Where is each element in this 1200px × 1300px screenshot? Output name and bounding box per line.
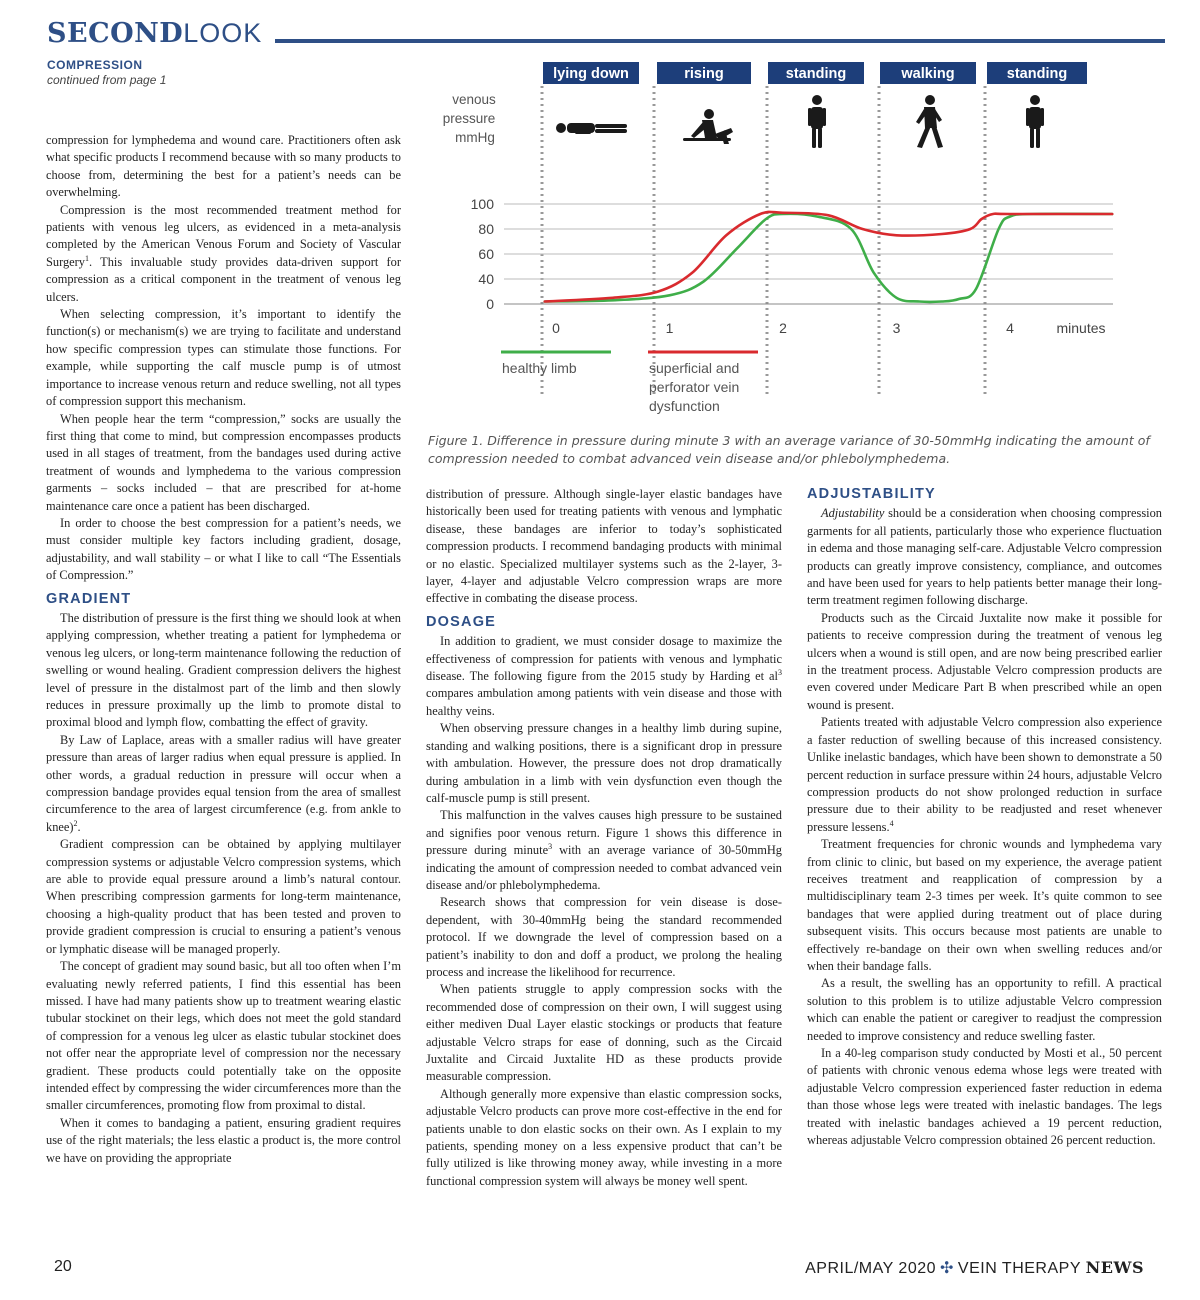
paragraph: This malfunction in the valves causes high pressure to be sustained and signifies poor venous return. Figure 1 shows this difference in pressure during minute$^3$ with an average variance of 30-50mmHg indicating the amount of compression needed to combat advanced vein disease and/or phlebolymphedema.	[426, 808, 782, 892]
y-tick-label: 0	[486, 296, 494, 312]
masthead-rule	[275, 39, 1165, 43]
section-heading-gradient: GRADIENT	[46, 590, 132, 607]
x-tick-label: 2	[779, 320, 787, 336]
paragraph: By Law of Laplace, areas with a smaller radius will have greater pressure than areas of larger radius when equal pressure is applied. In other words, a gradual reduction in pressure will occur when a compression bandage provides equal tension from the area of smallest circumference to the area of largest circumference (e.g. from ankle to knee)$^2$.	[46, 732, 401, 834]
legend-label-dysfunction: dysfunction	[649, 398, 720, 414]
citation: 3	[548, 842, 553, 851]
continued-note: continued from page 1	[47, 73, 167, 87]
series-line-healthy	[545, 214, 1112, 302]
stage-label-rising: rising	[684, 66, 724, 82]
y-tick-label: 60	[478, 246, 494, 262]
lying-person-icon	[556, 123, 627, 134]
paragraph: Research shows that compression for vein disease is dose-dependent, with 30-40mmHg being the standard recommended protocol. If we downgrade the level of compression based on a patient’s inability to don and doff a product, we prolong the healing process and increase the likelihood for recurrence.	[426, 895, 782, 979]
svg-text:venous: venous	[452, 92, 496, 107]
paragraph: Gradient compression can be obtained by applying multilayer compression systems or adjustable Velcro compression systems, which are able to provide equal pressure around a limb’s natural contour. When prescribing compression garments for long-term maintenance, choosing a high-quality product that has been tested and proven to provide gradient compression is crucial to ensuring a patient’s venous or lymphatic disease will be managed properly.	[46, 837, 401, 956]
paragraph: In a 40-leg comparison study conducted by Mosti et al., 50 percent of patients with chronic venous edema whose legs were treated with adjustable Velcro compression experienced faster reduction in edema than those whose legs were treated with inelastic bandages. The legs treated with inelastic bandages achieved a 19 percent reduction, whereas adjustable Velcro compression obtained 26 percent reduction.	[807, 1046, 1162, 1148]
stage-label-walking: walking	[901, 66, 955, 82]
stage-label-standing-2: standing	[1006, 66, 1068, 82]
ornament-icon: ✣	[940, 1260, 954, 1277]
series-line-dysfunction	[545, 212, 1112, 302]
walking-person-icon	[916, 95, 943, 148]
citation: 4	[889, 818, 894, 828]
citation: 2	[73, 818, 78, 828]
issue-line: APRIL/MAY 2020 ✣ VEIN THERAPY NEWS	[805, 1258, 1144, 1277]
paragraph: The distribution of pressure is the first thing we should look at when applying compression, whether treating a patient for lymphedema or venous leg ulcers, or long-term maintenance following the reduction of swelling or wound healing. Gradient compression delivers the highest level of pressure in the distalmost part of the limb and then slowly reduces in pressure proximally up the limb to promote distal to proximal blood and lymph flow, combatting the effect of gravity.	[46, 610, 401, 730]
legend	[501, 352, 758, 414]
svg-text:pressure: pressure	[442, 111, 496, 126]
column-2	[426, 486, 782, 1190]
stage-banners	[543, 62, 1087, 84]
y-tick-label: 80	[478, 221, 494, 237]
section-heading-adjustability: ADJUSTABILITY	[807, 486, 936, 502]
x-tick-label: 3	[892, 320, 901, 336]
gridlines	[504, 204, 1113, 304]
rising-person-icon	[683, 109, 733, 144]
standing-person-icon	[808, 95, 826, 148]
x-tick-label: 1	[665, 320, 674, 336]
section-category: COMPRESSION	[47, 58, 143, 72]
paragraph: When patients struggle to apply compression socks with the recommended dose of compression on their own, I will suggest using either mediven Dual Layer elastic stockings or products that feature adjustable Velcro straps for ease of donning, such as the Circaid Juxtalite and Circaid Juxtalite HD as these products provide measurable compression.	[426, 982, 782, 1084]
figure-caption: Figure 1. Difference in pressure during minute 3 with an average variance of 30-50mmHg indicating the amount of compression needed to combat advanced vein disease and/or phlebolymphedema.	[428, 433, 1150, 466]
paragraph: In order to choose the best compression for a patient’s needs, we must consider multiple key factors including gradient, dosage, adjustability, and wall stability – or what I like to call “The Essentials of Compression.”	[46, 515, 401, 583]
svg-text:mmHg: mmHg	[455, 130, 495, 145]
paragraph: compression for lymphedema and wound care. Practitioners often ask what specific products I recommend because with so many products to choose from, determining the best for a patient’s needs can be overwhelming.	[46, 133, 401, 200]
masthead-title: SECONDLOOK	[47, 18, 263, 49]
standing-person-icon-2	[1026, 95, 1044, 148]
x-tick-labels	[552, 320, 1014, 336]
column-3	[807, 486, 1162, 1149]
paragraph: As a result, the swelling has an opportunity to refill. A practical solution to this problem is to utilize adjustable Velcro compression which can enable the patient or caregiver to readjust the compression needed to improve consistency and reduce swelling faster.	[807, 976, 1162, 1043]
x-axis-label: minutes	[1056, 320, 1106, 336]
legend-label-dysfunction: superficial and	[649, 360, 740, 376]
series-lines	[545, 212, 1112, 302]
y-tick-labels	[471, 196, 495, 312]
legend-label-healthy: healthy limb	[502, 360, 577, 376]
masthead	[47, 18, 1165, 48]
paragraph: When people hear the term “compression,” socks are usually the first thing that come to mind, but compression encompasses products used in all stages of treatment, from the bandages used during active treatment of wounds and lymphedema to the various compression garments – socks included – that are prescribed for at-home maintenance care once a patient has been discharged.	[46, 411, 401, 513]
stage-icons	[556, 95, 1044, 148]
y-tick-label: 40	[478, 271, 494, 287]
section-heading-dosage: DOSAGE	[426, 613, 497, 630]
figure-1	[428, 58, 1162, 418]
citation: 1	[85, 253, 90, 263]
paragraph: When it comes to bandaging a patient, ensuring gradient requires use of the right materials; the less elastic a product is, the more control we have on providing the appropriate	[46, 1115, 401, 1165]
paragraph: Treatment frequencies for chronic wounds and lymphedema vary from clinic to clinic, but based on my experience, the average patient receives treatment and reapplication of compression by a multidisciplinary team 2-3 times per week. It’s quite common to see bandages that were applied during treatment out of place during subsequent visits. This occurs because most patients are unable to effectively re-bandage on their own when swelling reduces and/or when their bandage falls.	[807, 837, 1162, 973]
y-axis-label	[443, 92, 496, 145]
page-number: 20	[54, 1258, 72, 1275]
paragraph: distribution of pressure. Although single-layer elastic bandages have historically been used for treating patients with venous and lymphatic disease, these bandages are inferior to today’s sophisticated compression products. I recommend bandaging products with minimal or no elastic. Specialized multilayer systems such as the 2-layer, 3-layer, 4-layer and adjustable Velcro compression wraps are more effective in combating the disease process.	[426, 487, 782, 606]
citation: 3	[778, 667, 782, 677]
y-tick-label: 100	[470, 196, 494, 212]
legend-label-dysfunction: perforator vein	[649, 379, 740, 395]
paragraph: When observing pressure changes in a healthy limb during supine, standing and walking positions, there is a significant drop in pressure with ambulation. However, the pressure does not drop dramatically during ambulation in a limb with vein dysfunction even though the calf-muscle pump is still present.	[426, 721, 782, 805]
paragraph: The concept of gradient may sound basic, but all too often when I’m evaluating newly referred patients, I find this essential has been missed. I have had many patients show up to treatment wearing elastic tubular stockinet on their legs, which does not meet the gold standard of compression for a venous leg ulcer as elastic tubular stockinet does not offer near the appropriate level of compression nor the necessary gradient. These products could potentially take on the opposite intended effect by compressing the wider circumferences more than the smaller circumferences, promoting flow from proximal to distal.	[46, 959, 401, 1113]
stage-label-lying-down: lying down	[553, 66, 629, 82]
x-tick-label: 4	[1006, 320, 1014, 336]
paragraph: When selecting compression, it’s important to identify the function(s) or mechanism(s) we are trying to facilitate and understand how specific compression types can stimulate those functions. For example, while supporting the calf muscle pump is of utmost importance to increase venous return and reduce swelling, not all types of compression support this mechanism.	[46, 307, 401, 409]
paragraph: In addition to gradient, we must consider dosage to maximize the effectiveness of compression for patients with venous and lymphatic disease. The following figure from the 2015 study by Harding et $al^3$ compares ambulation among patients with vein disease and those with healthy veins.	[426, 634, 782, 718]
paragraph: Products such as the Circaid Juxtalite now make it possible for patients to receive compression during the treatment of venous leg ulcers when a wound is still open, and are now being prescribed earlier in the treatment process. Adjustable Velcro compression products are even covered under Medicare Part B when prescribed while an open wound is present.	[807, 610, 1162, 712]
paragraph: Compression is the most recommended treatment method for patients with venous leg ulcers, as evidenced in a meta-analysis completed by the American Venous Forum and Society of Vascular Surgery$^1$. This invaluable study provides data-driven support for compression as a critical component in the treatment of venous leg ulcers.	[46, 202, 401, 304]
paragraph: Adjustability should be a consideration when choosing compression garments for all patients, particularly those who experience fluctuation in edema and those managing self-care. Adjustable Velcro compression products can greatly improve consistency, compliance, and outcomes and have been used for years to help patients better manage their long-term treatment regimen following discharge.	[807, 506, 1162, 608]
pressure-chart	[428, 58, 1162, 418]
paragraph: Patients treated with adjustable Velcro compression also experience a faster reduction of swelling because of this increased consistency. Unlike inelastic bandages, which have been shown to demonstrate a 50 percent reduction in surface pressure within 24 hours, adjustable Velcro compression products do not show prolonged reduction in surface pressure due to their ability to be readjusted and reset whenever pressure lessens.$^4$	[807, 715, 1162, 834]
paragraph: Although generally more expensive than elastic compression socks, adjustable Velcro products can prove more cost-effective in the end for patients unable to don elastic socks on their own. As I explain to my patients, spending money on a less expensive product that can’t be fully utilized is like throwing money away, while investing in a more functional compression system will always be money well spent.	[426, 1086, 782, 1188]
stage-label-standing: standing	[785, 66, 847, 82]
column-1	[46, 132, 401, 1167]
x-tick-label: 0	[552, 320, 560, 336]
page-footer	[54, 1258, 1144, 1278]
